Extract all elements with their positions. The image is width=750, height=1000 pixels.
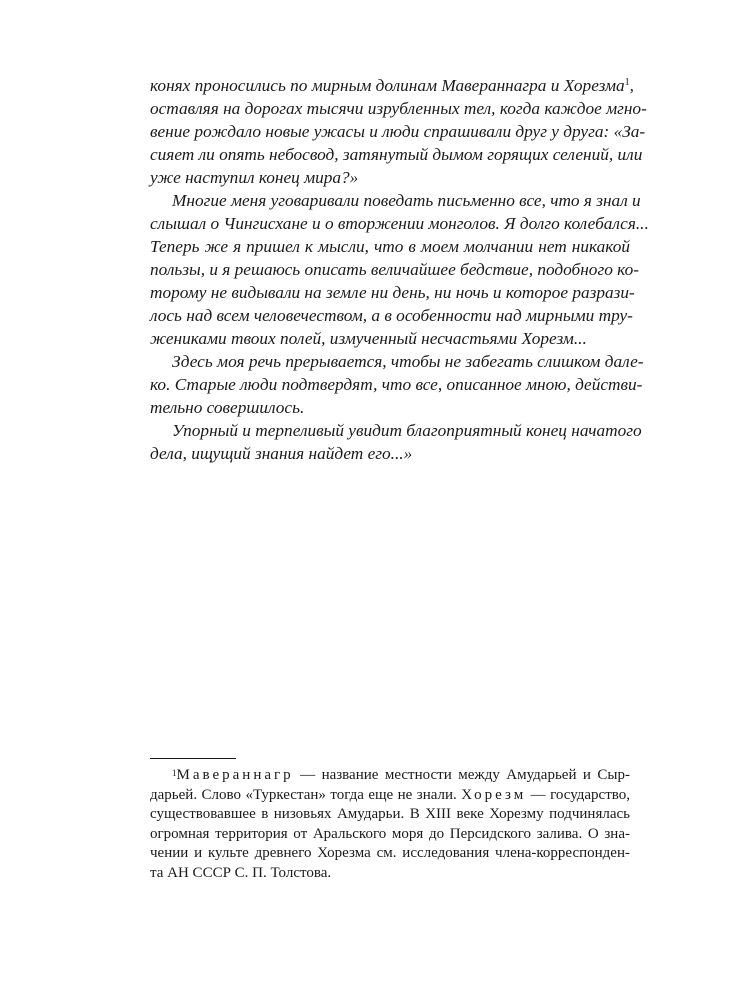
text-line: жениками твоих полей, измученный несчастьями Хорезм...	[150, 329, 587, 348]
text-line: Многие меня уговаривали поведать письменно все, что я знал и	[172, 191, 641, 210]
text-line: слышал о Чингисхане и о вторжении монголов. Я долго колебался...	[150, 214, 649, 233]
text-line: Упорный и терпеливый увидит благоприятный конец начатого	[172, 421, 642, 440]
footnote-divider	[150, 758, 236, 759]
main-text	[150, 74, 649, 465]
text-line: Теперь же я пришел к мысли, что в моем молчании нет никакой	[150, 237, 630, 256]
text-line: тельно совершилось.	[150, 398, 305, 417]
text-line: уже наступил конец мира?»	[150, 168, 359, 187]
footnote-marker: 1	[624, 77, 630, 88]
footnote-term: Хорезм	[461, 786, 527, 803]
text-line: лось над всем человечеством, а в особенности над мирными тру-	[150, 306, 633, 325]
footnote-line: огромная территория от Аральского моря до Персидского залива. О зна-	[150, 825, 630, 842]
text-line: вение рождало новые ужасы и люди спрашивали друг у друга: «За-	[150, 122, 646, 141]
footnote-number: 1	[172, 768, 177, 778]
footnote-term: Мавераннагр	[176, 767, 294, 783]
text-line: пользы, и я решаюсь описать величайшее бедствие, подобного ко-	[150, 260, 639, 279]
footnote-line: та АН СССР С. П. Толстова.	[150, 864, 332, 881]
text-line: торому не видывали на земле ни день, ни ночь и которое разрази-	[150, 283, 635, 302]
footnote-line: чении и культе древнего Хорезма см. исследования члена-корреспонден-	[150, 845, 630, 861]
footnote	[150, 766, 630, 883]
text-line: оставляя на дорогах тысячи изрубленных тел, когда каждое мгно-	[150, 99, 647, 118]
text-line: конях проносились по мирным долинам Мавераннагра и Хорезма$^1$,	[150, 76, 634, 95]
text-line: сияет ли опять небосвод, затянутый дымом горящих селений, или	[150, 145, 643, 164]
footnote-line: дарьей. Слово «Туркестан» тогда еще не знали. Хорезм — государство,	[150, 786, 630, 803]
text-line: Здесь моя речь прерывается, чтобы не забегать слишком дале-	[172, 352, 644, 371]
footnote-line: $^1$Мавераннагр — название местности между Амударьей и Сыр-	[172, 767, 630, 783]
text-line: ко. Старые люди подтвердят, что все, описанное мною, действи-	[150, 375, 643, 394]
footnote-line: существовавшее в низовьях Амударьи. В XIII веке Хорезму подчинялась	[150, 806, 630, 822]
text-line: дела, ищущий знания найдет его...»	[150, 444, 413, 463]
